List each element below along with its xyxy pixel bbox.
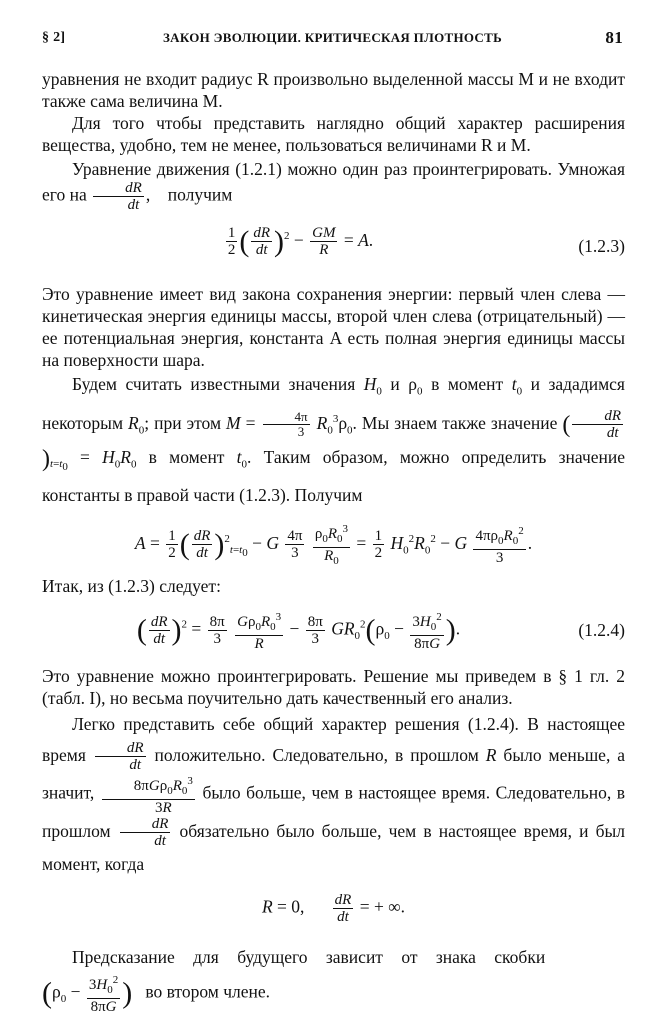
paragraph-5: Будем считать известными значения $H_0$ и $\rho_0$ в момент $t_0$ и зададимся некоторым $R_0$; при этом M = $\frac{4\pi}{3}$ $R_0^3\rho_0$. Мы знаем также значение ( $\frac{dR}{dt}$ )$_{t=t_0} = H_0R_0$ в момент $t_0$. Таким образом, можно определить значение константы в правой части (1.2.3). Получим: [42, 374, 626, 505]
equation-body: A = $\frac{1}{2}$ ( $\frac{dR}{dt}$ )$^2_{t=t_0}$ − G $\frac{4\pi}{3}$ $\frac{\rho_0R_0^3}{R_0}$ = $\frac{1}{2}$ $H_0^2R_0^2 - G$ $\frac{4\pi\rho_0R_0^2}{3}$ .: [134, 522, 533, 567]
running-header: [42, 28, 623, 50]
equation-number: (1.2.4): [578, 619, 625, 640]
paragraph-3-text: Уравнение движения (1.2.1) можно один раз проинтегрировать. Умножая его на: [42, 159, 625, 205]
p5-part-g: . Таким образом, можно определить значение константы в правой части (1.2.3). Получим: [42, 446, 626, 505]
equation-singularity: [42, 888, 625, 934]
section-ref: § 2]: [42, 30, 66, 45]
equation-body: R = 0, $\frac{dR}{dt}$ = + ∞.: [261, 892, 406, 926]
paragraph-8: Легко представить себе общий характер решения (1.2.4). В настоящее время $\frac{dR}{dt}$ положительно. Следовательно, в прошлом R было меньше, а значит, $\frac{8\pi G\rho_0R_0^3}{3R}$ было больше, чем в настоящее время. Следовательно, в прошлом $\frac{dR}{dt}$ обязательно было больше, чем в настоящее время, и был момент, когда: [42, 713, 626, 875]
paragraph-3-tail: получим: [167, 184, 233, 205]
paragraph-3: Уравнение движения (1.2.1) можно один раз проинтегрировать. Умножая его на $\frac{dR}{dt}$ , получим: [42, 159, 625, 213]
equation-body: $\frac{1}{2}$ ( $\frac{dR}{dt}$ )$^2$ − $\frac{GM}{R}$ = A.: [227, 224, 374, 259]
p8-part-e: обязательно было больше, чем в настоящее время, и был момент, когда: [42, 821, 625, 875]
p5-part-b: в момент: [431, 374, 504, 394]
equation-1-2-3: [42, 221, 625, 275]
paragraph-7: Это уравнение можно проинтегрировать. Решение мы приведем в § 1 гл. 2 (табл. I), но весьма поучительно дать качественный его анализ.: [42, 665, 625, 708]
p9-part-a: Предсказание для будущего зависит от знака скобки: [72, 947, 546, 968]
paragraph-6: Итак, из (1.2.3) следует:: [42, 575, 221, 596]
paragraph-4: Это уравнение имеет вид закона сохранения энергии: первый член слева — кинетическая энергия единицы массы, второй член слева (отрицательный) — ее потенциальная энергия, константа A есть полная энергия единицы массы на поверхности шара.: [42, 284, 625, 370]
p8-part-a: Легко представить себе общий характер решения (1.2.4). В настоящее время: [42, 713, 625, 765]
p5-part-a: Будем считать известными значения: [72, 374, 356, 394]
p5-part-c: и зададимся некоторым: [42, 374, 625, 433]
p9-part-b: во втором члене.: [145, 982, 271, 1002]
p5-part-d: ; при этом: [144, 412, 222, 433]
equation-1-2-4: [42, 605, 625, 657]
p5-part-e: . Мы знаем также значение: [352, 412, 558, 433]
paragraph-9: [42, 942, 625, 972]
page-number: 81: [605, 28, 623, 47]
p5-part-f: в момент: [148, 446, 225, 467]
equation-body: ( $\frac{dR}{dt}$ )$^2$ = $\frac{8\pi}{3}$ $\frac{G\rho_0R_0^3}{R}$ − $\frac{8\pi}{3}$ $GR_0^2(\rho_0$ − $\frac{3H_0^2}{8\pi G}$ ).: [136, 610, 461, 652]
paragraph-9-cont: ($\rho_0$ − $\frac{3H_0^2}{8\pi G}$ ) во втором члене.: [42, 974, 271, 1015]
equation-number: (1.2.3): [578, 236, 625, 256]
paragraph-2: Для того чтобы представить наглядно общий характер расширения вещества, удобно, тем не менее, пользоваться величинами R и M.: [42, 113, 625, 155]
fraction-dR-dt: $\frac{dR}{dt}$: [93, 180, 144, 213]
equation-constant-A: [42, 517, 625, 567]
paragraph-1: уравнения не входит радиус R произвольно выделенной массы M и не входит также сама величина M.: [42, 69, 625, 111]
p8-part-b: положительно. Следовательно, в прошлом: [154, 744, 479, 765]
p8-part-d: было больше, чем в настоящее время. Следовательно, в прошлом: [42, 782, 626, 841]
chapter-title: ЗАКОН ЭВОЛЮЦИИ. КРИТИЧЕСКАЯ ПЛОТНОСТЬ: [163, 30, 502, 45]
page-body: [42, 68, 625, 1015]
p8-part-c: было меньше, а значит,: [42, 744, 626, 803]
